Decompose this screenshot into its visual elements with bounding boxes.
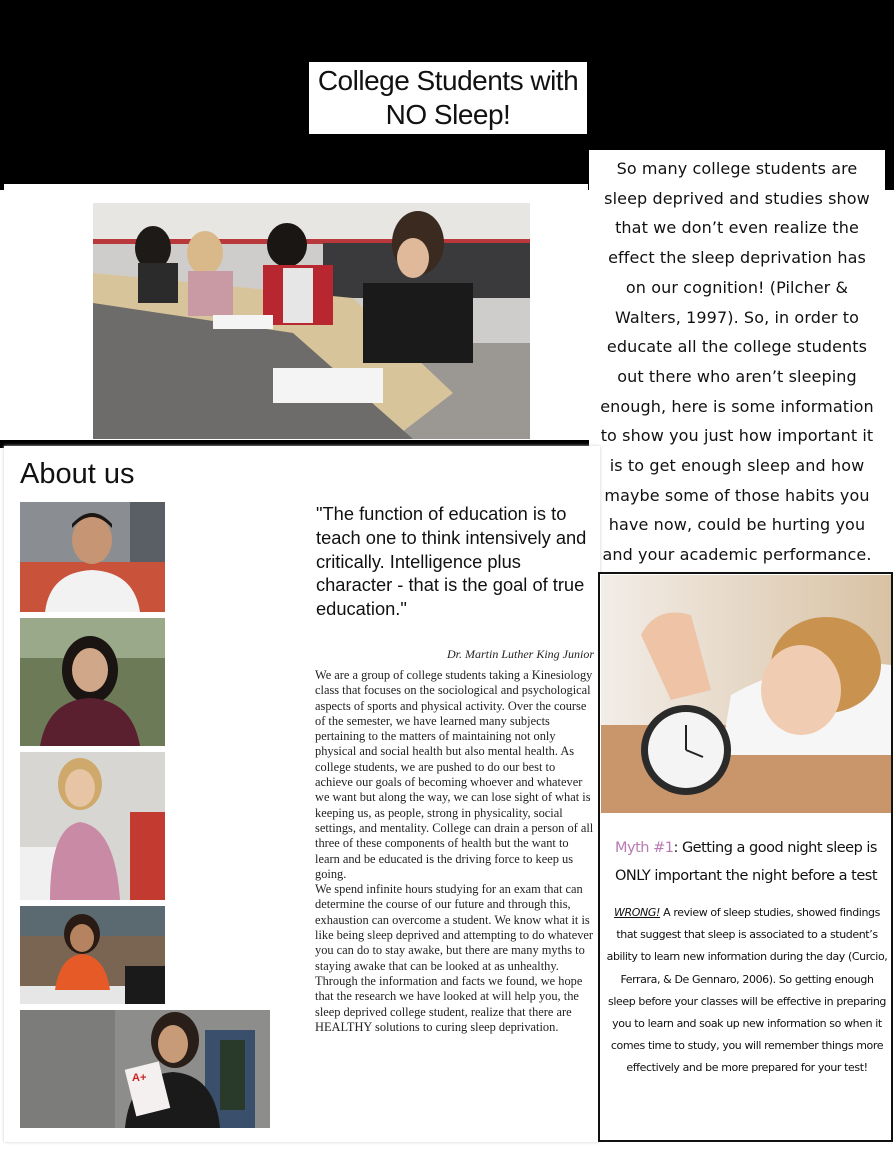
myth-label: Myth #1: [615, 840, 674, 856]
woman-alarm-clock-photo: [601, 575, 891, 813]
mlk-quote: "The function of education is to teach one to think intensively and critically. Intelligence plus character - that is the goal of true education.": [316, 503, 587, 620]
about-paragraph-1: We are a group of college students taking a Kinesiology class that focuses on the sociological and psychological aspects of sports and physical activity. Over the course of the semester, we have learned many subjects pertaining to the matters of maintaining not only physical and social health but also mental health. As college students, we are pushed to do our best to achieve our goals of becoming whoever and whatever we want but along the way, we can lose sight of what is keeping us, as people, strong in physicality, social settings, and mentality. College can drain a person of all three of these components of health but the want to learn and be educated is the driving force to keep us going.: [315, 668, 594, 881]
team-photo-5: [20, 1010, 270, 1128]
title-line-1: College Students with: [317, 65, 579, 96]
title-line-2: NO Sleep!: [385, 99, 511, 130]
page-title: [309, 62, 587, 134]
about-title: About us: [20, 458, 135, 490]
team-photo-4: [20, 906, 165, 1004]
team-photo-3: [20, 752, 165, 900]
wrong-label: WRONG!: [614, 906, 660, 919]
team-photo-1: [20, 502, 165, 612]
about-paragraph-2: We spend infinite hours studying for an exam that can determine the course of our future and through this, exhaustion can overcome a student. We know what it is like being sleep deprived and attempting to do whatever you can do to stay awake, but there are many myths to staying awake that can be looked at as unhealthy. Through the information and facts we found, we hope that the research we have looked at will help you, the sleep deprived college student, realize that there are HEALTHY solutions to curing sleep deprivation.: [315, 882, 594, 1034]
myth-body-text: A review of sleep studies, showed findings that suggest that sleep is associated to a student’s ability to learn new information during the day (Curcio, Ferrara, & De Gennaro, 2006). So getting enough sleep before your classes will be effective in preparing you to learn and soak up new information so when it comes time to study, you will remember things more effectively and be more prepared for your test!: [606, 906, 888, 1075]
quote-author: Dr. Martin Luther King Junior: [446, 647, 594, 661]
intro-paragraph: So many college students are sleep deprived and studies show that we don’t even realize the effect the sleep deprivation has on our cognition! (Pilcher & Walters, 1997). So, in order to educate all the college students out there who aren’t sleeping enough, here is some information to show you just how important it is to get enough sleep and how maybe some of those habits you have now, could be hurting you and your academic performance.: [589, 150, 885, 568]
myth-body: [606, 902, 888, 1080]
about-body: [315, 668, 596, 1035]
myth-heading-text: : Getting a good night sleep is ONLY important the night before a test: [614, 840, 878, 884]
paper-grade-label: A+: [132, 1072, 147, 1084]
classroom-students-photo: [93, 203, 530, 439]
myth-heading: [601, 834, 891, 890]
team-photo-2: [20, 618, 165, 746]
